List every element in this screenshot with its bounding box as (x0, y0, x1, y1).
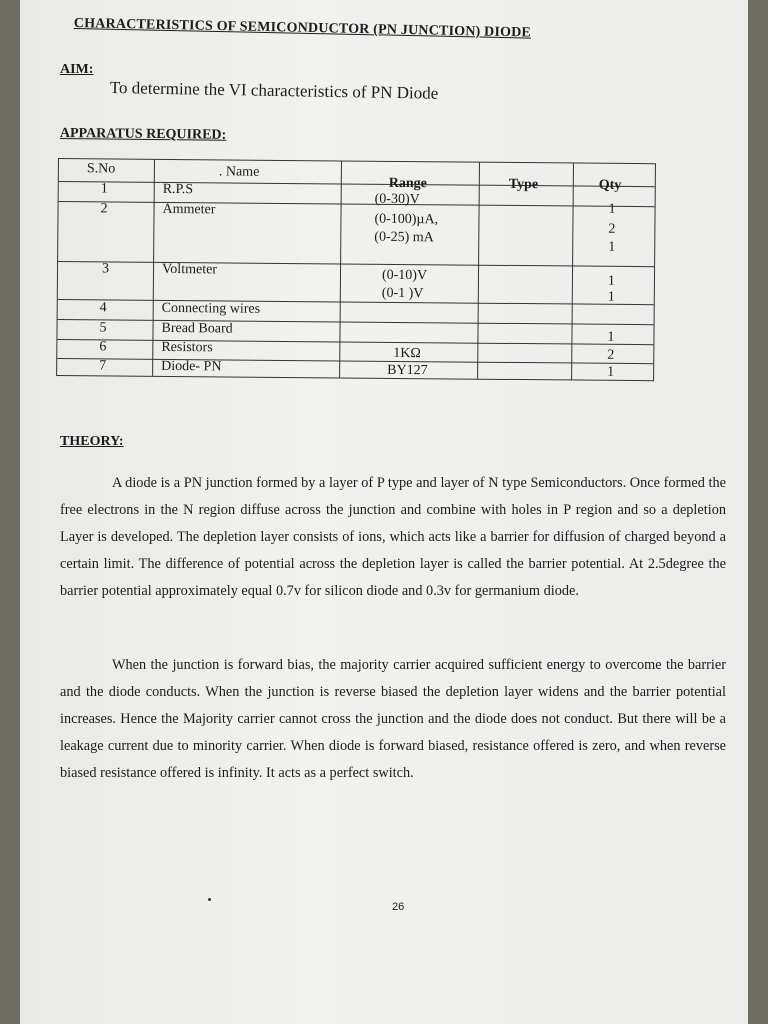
row2-qty-1: 2 (608, 221, 616, 237)
row3-qty-2: 1 (607, 289, 615, 305)
aim-text: To determine the VI characteristics of PN Diode (109, 78, 439, 103)
row1-name: R.P.S (162, 181, 194, 198)
row2-sno: 2 (100, 201, 108, 217)
row3-qty-1: 1 (607, 273, 616, 289)
header-type: Type (508, 176, 539, 193)
row3-name: Voltmeter (161, 261, 218, 278)
row2-qty-2: 1 (608, 239, 616, 255)
row3-range-1: (0-10)V (381, 267, 428, 284)
row7-range: BY127 (387, 362, 428, 379)
theory-paragraph-1: A diode is a PN junction formed by a layer of P type and layer of N type Semiconductors. Once formed the free electrons in the N region diffuse across the junction and combine with holes in P region and so a depletion Layer is developed. The depletion layer consists of ions, which acts like a barrier for diffusion of charged beyond a certain limit. The difference of potential across the depletion layer is called the barrier potential. At 2.5degree the barrier potential approximately equal 0.7v for silicon diode and 0.3v for germanium diode. (60, 475, 726, 599)
document-page (20, 0, 748, 1024)
row1-qty: 1 (608, 201, 616, 217)
row2-range-2: (0-25) mA (374, 229, 434, 246)
row7-name: Diode- PN (161, 358, 222, 375)
row6-sno: 6 (99, 339, 107, 355)
header-qty: Qty (598, 177, 622, 193)
apparatus-heading: APPARATUS REQUIRED: (59, 126, 227, 143)
header-sno: S.No (86, 161, 116, 177)
aim-heading: AIM: (60, 62, 94, 77)
row2-name: Ammeter (162, 201, 216, 218)
page-title: CHARACTERISTICS OF SEMICONDUCTOR (PN JUNCTION) DIODE (73, 16, 532, 41)
row5-qty: 1 (607, 329, 615, 345)
ink-dot (208, 898, 211, 901)
apparatus-table (56, 158, 656, 381)
row3-sno: 3 (101, 261, 110, 277)
row5-sno: 5 (99, 320, 107, 336)
row3-range-2: (0-1 )V (381, 285, 424, 302)
row1-sno: 1 (100, 181, 108, 197)
row6-qty: 2 (607, 347, 615, 363)
row6-name: Resistors (161, 339, 213, 356)
header-name: . Name (218, 164, 260, 180)
row4-sno: 4 (99, 300, 107, 316)
page-number: 26 (392, 901, 405, 913)
row4-name: Connecting wires (161, 300, 261, 317)
header-range: Range (388, 175, 427, 192)
row5-name: Bread Board (161, 320, 233, 337)
row1-range: (0-30)V (374, 191, 420, 208)
row7-qty: 1 (607, 364, 615, 380)
row2-range-1: (0-100)µA, (374, 211, 439, 228)
theory-heading: THEORY: (60, 434, 124, 449)
row7-sno: 7 (99, 358, 107, 374)
row6-range: 1KΩ (393, 345, 421, 362)
theory-paragraph-2: When the junction is forward bias, the majority carrier acquired sufficient energy to overcome the barrier and the diode conducts. When the junction is reverse biased the depletion layer widens and the barrier potential increases. Hence the Majority carrier cannot cross the junction and the diode does not conduct. But there will be a leakage current due to minority carrier. When diode is forward biased, resistance offered is zero, and when reverse biased resistance offered is infinity. It acts as a perfect switch. (60, 657, 726, 781)
